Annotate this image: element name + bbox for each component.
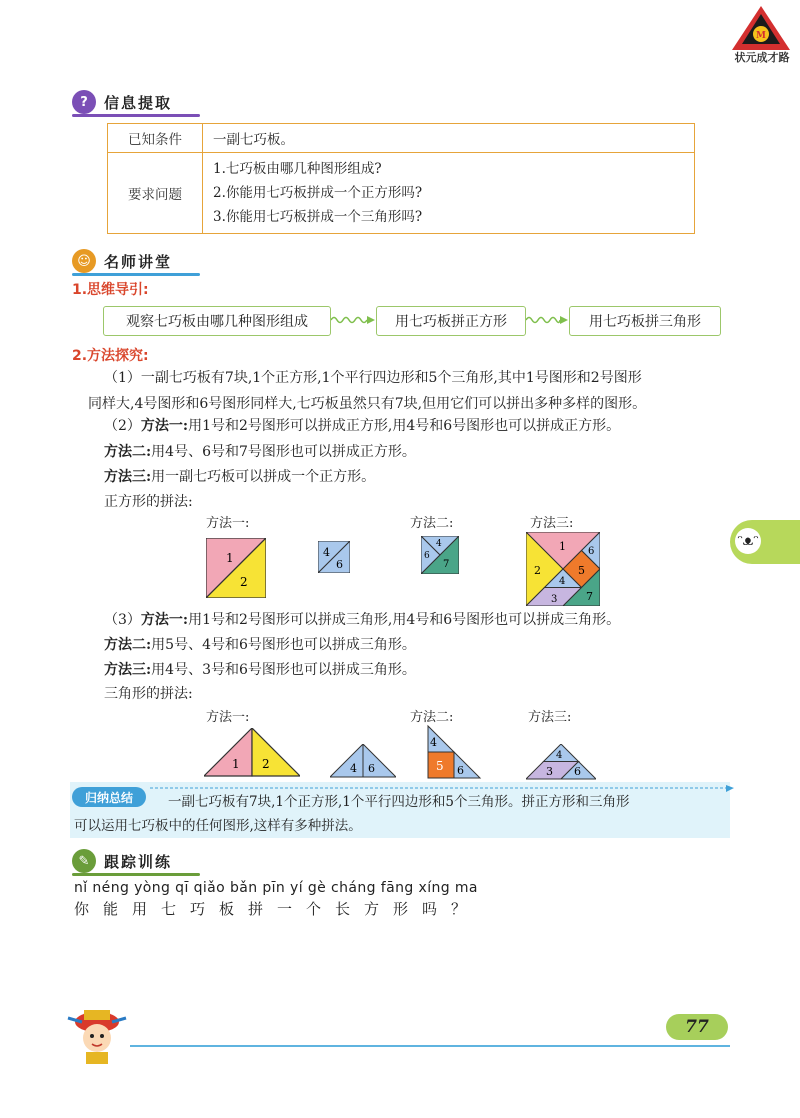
paragraph-number: （3）	[104, 612, 141, 628]
figure-label: 方法三:	[530, 516, 574, 531]
flow-box: 观察七巧板由哪几种图形组成	[103, 306, 331, 336]
paragraph	[104, 607, 734, 633]
brand-logo-text: 状元成才路	[734, 51, 790, 64]
figure-label: 方法一:	[206, 516, 250, 531]
svg-text:M: M	[756, 31, 766, 41]
flow-connector	[331, 315, 375, 325]
piece-number: 6	[588, 546, 595, 557]
step1-title: 1.思维导引:	[72, 282, 149, 298]
figure-label: 方法三:	[528, 710, 572, 725]
piece-number: 6	[457, 764, 464, 777]
teacher-mascot-icon: ☺	[72, 249, 96, 273]
paragraph	[104, 413, 734, 439]
section-underline	[72, 114, 200, 117]
table-row	[108, 124, 695, 153]
practice-pinyin: nǐ néng yòng qī qiǎo bǎn pīn yí gè cháng fāng xíng ma	[74, 880, 478, 896]
paragraph-text: 用1号和2号图形可以拼成三角形,用4号和6号图形也可以拼成三角形。	[188, 612, 621, 628]
flow-connector	[526, 315, 568, 325]
section-practice-title: 跟踪训练	[104, 852, 173, 871]
piece-number: 2	[240, 575, 248, 589]
flow-box: 用七巧板拼正方形	[376, 306, 526, 336]
figure-label: 方法二:	[410, 516, 454, 531]
section-teacher-heading	[72, 249, 200, 273]
method-label: 方法三:	[104, 469, 152, 485]
info-mascot-icon: ?	[72, 90, 96, 114]
method-label: 方法一:	[140, 418, 189, 434]
practice-question: 你能用七巧板拼一个长方形吗？	[74, 900, 481, 918]
summary-tag: 归纳总结	[72, 787, 146, 807]
piece-number: 4	[436, 539, 442, 549]
triangle-method1-figure	[204, 728, 300, 778]
square-caption: 正方形的拼法:	[104, 494, 193, 510]
known-label: 已知条件	[108, 124, 203, 153]
rabbit-icon: ᵔᴥᵔ	[735, 528, 761, 554]
method-label: 方法三:	[104, 662, 152, 678]
piece-number: 2	[534, 564, 541, 577]
paragraph-text: 用4号、6号和7号图形也可以拼成正方形。	[151, 444, 416, 460]
summary-text: 一副七巧板有7块,1个正方形,1个平行四边形和5个三角形。拼正方形和三角形	[168, 794, 630, 810]
known-value: 一副七巧板。	[203, 124, 695, 153]
piece-number: 5	[436, 759, 444, 773]
info-table	[107, 123, 695, 234]
cartoon-mascot-icon	[64, 1004, 130, 1066]
section-info-title: 信息提取	[104, 93, 173, 112]
piece-number: 6	[336, 558, 343, 571]
step2-title: 2.方法探究:	[72, 348, 149, 364]
paragraph: （1）一副七巧板有7块,1个正方形,1个平行四边形和5个三角形,其中1号图形和2号图形	[104, 370, 642, 386]
piece-number: 7	[586, 590, 593, 603]
summary-text: 可以运用七巧板中的任何图形,这样有多种拼法。	[74, 818, 362, 834]
paragraph: 同样大,4号图形和6号图形同样大,七巧板虽然只有7块,但用它们可以拼出多种多样的图形。	[88, 396, 647, 412]
paragraph	[104, 632, 734, 658]
question-item: 3.你能用七巧板拼成一个三角形吗?	[213, 209, 423, 225]
paragraph	[104, 439, 734, 465]
ask-label: 要求问题	[108, 153, 203, 234]
section-underline	[72, 873, 200, 876]
question-item: 2.你能用七巧板拼成一个正方形吗?	[213, 185, 423, 201]
piece-number: 4	[556, 750, 563, 761]
piece-number: 1	[232, 757, 240, 771]
square-method1b-figure	[318, 541, 350, 573]
paragraph-text: 用5号、4号和6号图形也可以拼成三角形。	[151, 637, 416, 653]
flow-box: 用七巧板拼三角形	[569, 306, 721, 336]
figure-label: 方法二:	[410, 710, 454, 725]
paragraph	[104, 464, 734, 490]
triangle-caption: 三角形的拼法:	[104, 686, 193, 702]
footer-line	[130, 1045, 730, 1047]
section-practice-heading	[72, 849, 200, 873]
paragraph-text: 用1号和2号图形可以拼成正方形,用4号和6号图形也可以拼成正方形。	[188, 418, 621, 434]
page-number: 77	[666, 1014, 728, 1040]
paragraph-text: 用4号、3号和6号图形也可以拼成三角形。	[151, 662, 416, 678]
paragraph	[104, 657, 734, 683]
piece-number: 3	[551, 594, 558, 605]
section-underline	[72, 273, 200, 276]
square-method2-figure	[421, 536, 459, 574]
section-info-heading	[72, 90, 200, 114]
piece-number: 3	[546, 765, 553, 778]
square-method1-figure	[206, 538, 266, 598]
method-label: 方法二:	[104, 637, 152, 653]
practice-mascot-icon: ✎	[72, 849, 96, 873]
table-row	[108, 153, 695, 234]
triangle-method3-figure	[526, 744, 596, 780]
triangle-method2-figure	[424, 724, 482, 780]
piece-number: 4	[323, 546, 330, 559]
method-label: 方法一:	[140, 612, 189, 628]
piece-number: 6	[424, 551, 430, 561]
piece-number: 2	[262, 757, 270, 771]
piece-number: 1	[226, 551, 234, 565]
piece-number: 6	[574, 765, 581, 778]
method-label: 方法二:	[104, 444, 152, 460]
piece-number: 1	[559, 540, 566, 553]
piece-number: 7	[443, 559, 450, 570]
piece-number: 5	[578, 564, 585, 577]
paragraph-number: （2）	[104, 418, 141, 434]
triangle-method1b-figure	[330, 744, 396, 778]
piece-number: 4	[350, 762, 357, 775]
piece-number: 6	[368, 762, 375, 775]
piece-number: 4	[559, 576, 566, 587]
question-item: 1.七巧板由哪几种图形组成?	[213, 161, 382, 177]
square-method3-figure	[526, 532, 600, 606]
paragraph-text: 用一副七巧板可以拼成一个正方形。	[151, 469, 376, 485]
piece-number: 4	[430, 736, 437, 749]
figure-label: 方法一:	[206, 710, 250, 725]
section-teacher-title: 名师讲堂	[104, 252, 173, 271]
